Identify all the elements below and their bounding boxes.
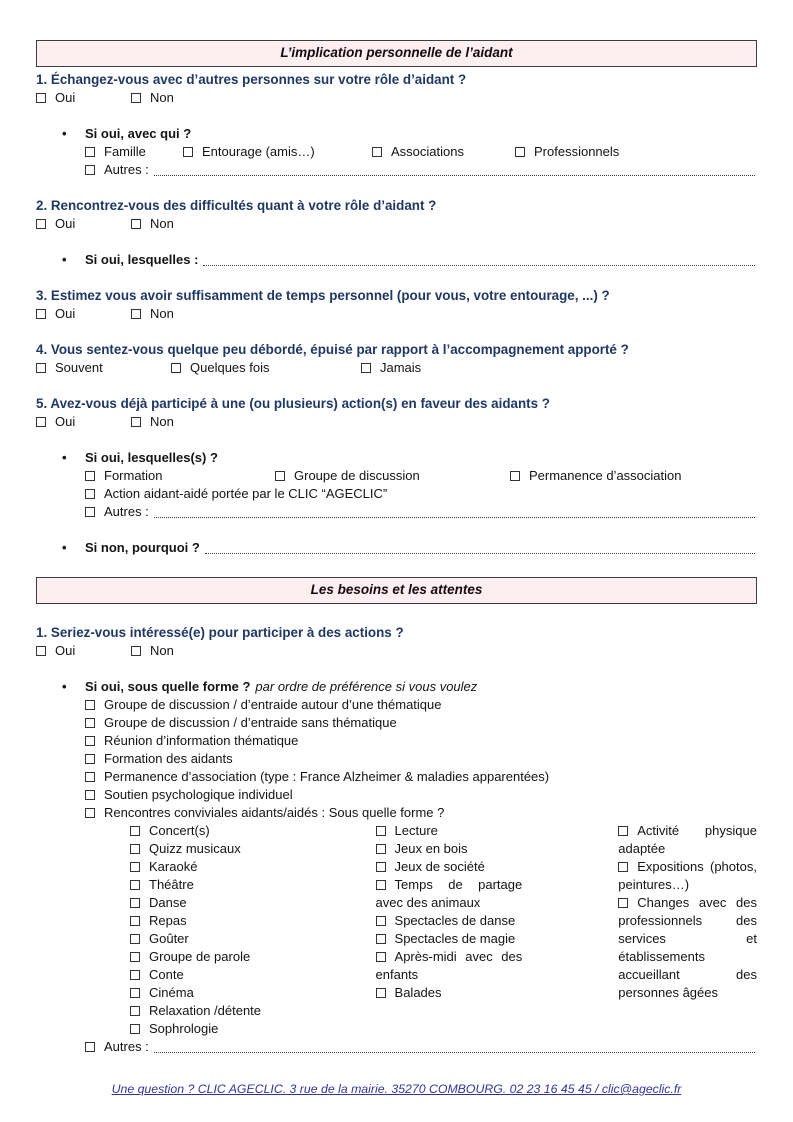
contact-text: Une question ? CLIC AGECLIC. 3 rue de la mairie. 35270 COMBOURG. 02 23 16 45 45 / clic@ageclic.fr	[111, 1082, 682, 1096]
option-label: Spectacles de danse	[394, 913, 516, 928]
option-label: Permanence d’association	[529, 468, 682, 483]
form-option-1	[85, 696, 757, 714]
checkbox[interactable]	[130, 1006, 140, 1016]
checkbox-non[interactable]	[131, 646, 141, 656]
option-label: Spectacles de magie	[394, 931, 516, 946]
s1-q5-oui-non-row	[36, 413, 757, 431]
option-autres	[85, 1038, 149, 1056]
option-label: Quelques fois	[190, 360, 270, 375]
s1-question-1: 1. Échangez-vous avec d’autres personnes sur votre rôle d’aidant ?	[36, 72, 467, 87]
bullet-icon: •	[62, 540, 67, 555]
option-label: Entourage (amis…)	[202, 144, 315, 159]
s2-q1-subquestion	[62, 678, 757, 696]
s1-q3-oui-non-row	[36, 305, 757, 323]
checkbox[interactable]	[85, 147, 95, 157]
checkbox[interactable]	[85, 700, 95, 710]
s1-q5-autres-line	[85, 503, 757, 521]
list-item	[376, 984, 523, 1002]
option-label: Non	[150, 306, 174, 321]
list-item	[130, 858, 376, 876]
checkbox[interactable]	[85, 790, 95, 800]
bullet-icon: •	[62, 126, 67, 141]
option-label: Famille	[104, 144, 146, 159]
list-item	[376, 876, 523, 912]
s1-question-4: 4. Vous sentez-vous quelque peu débordé, épuisé par rapport à l’accompagnement apporté ?	[36, 342, 629, 357]
option-label: Groupe de discussion / d’entraide sans thématique	[104, 715, 397, 730]
list-item	[376, 858, 523, 876]
checkbox[interactable]	[130, 862, 140, 872]
form-option-3	[85, 732, 757, 750]
option-label: Après-midi avec des enfants	[375, 949, 523, 982]
column-1	[130, 822, 376, 1038]
option-label: Cinéma	[149, 985, 194, 1000]
checkbox-oui[interactable]	[36, 219, 46, 229]
list-item	[130, 948, 376, 966]
list-item	[130, 894, 376, 912]
bullet-icon: •	[62, 450, 67, 465]
convivial-options-columns	[130, 822, 757, 1038]
checkbox[interactable]	[183, 147, 193, 157]
option-entourage	[183, 143, 372, 161]
subquestion-label: Si oui, avec qui ?	[85, 126, 192, 141]
option-label: Non	[150, 414, 174, 429]
option-quelques-fois	[171, 359, 361, 377]
option-label: Sophrologie	[149, 1021, 219, 1036]
option-autres	[85, 161, 149, 179]
checkbox[interactable]	[85, 736, 95, 746]
list-item	[130, 822, 376, 840]
option-label: Oui	[55, 306, 76, 321]
s1-q1-oui-non-row	[36, 89, 757, 107]
option-label: Jamais	[380, 360, 422, 375]
checkbox-oui[interactable]	[36, 417, 46, 427]
checkbox[interactable]	[618, 862, 628, 872]
option-label: Non	[150, 643, 174, 658]
checkbox[interactable]	[85, 718, 95, 728]
option-label: Activité physique adaptée	[618, 823, 757, 856]
option-label: Danse	[149, 895, 187, 910]
checkbox[interactable]	[376, 826, 386, 836]
autres-label: Autres :	[104, 162, 149, 177]
checkbox[interactable]	[275, 471, 285, 481]
option-label: Repas	[149, 913, 187, 928]
s1-question-2: 2. Rencontrez-vous des difficultés quant à votre rôle d’aidant ?	[36, 198, 437, 213]
section2-title: Les besoins et les attentes	[310, 582, 483, 597]
checkbox[interactable]	[376, 844, 386, 854]
s1-q5-subquestion-oui	[62, 449, 757, 467]
option-label: Souvent	[55, 360, 103, 375]
pourquoi-write-in-line[interactable]	[205, 539, 755, 554]
option-label: Oui	[55, 216, 76, 231]
option-autres	[85, 503, 149, 521]
checkbox-non[interactable]	[131, 417, 141, 427]
option-label: Théâtre	[149, 877, 194, 892]
list-item	[130, 876, 376, 894]
s2-question-1: 1. Seriez-vous intéressé(e) pour participer à des actions ?	[36, 625, 404, 640]
list-item	[130, 1020, 376, 1038]
option-label: Soutien psychologique individuel	[104, 787, 293, 802]
s1-q1-autres-line	[85, 161, 757, 179]
checkbox-non[interactable]	[131, 309, 141, 319]
list-item	[376, 822, 523, 840]
list-item	[130, 966, 376, 984]
checkbox[interactable]	[130, 826, 140, 836]
checkbox[interactable]	[36, 363, 46, 373]
list-item	[376, 912, 523, 930]
option-label: Balades	[394, 985, 442, 1000]
s1-q1-subquestion	[62, 125, 757, 143]
option-label: Goûter	[149, 931, 189, 946]
autres-write-in-line[interactable]	[154, 1038, 755, 1053]
option-label: Relaxation /détente	[149, 1003, 262, 1018]
checkbox-oui[interactable]	[36, 93, 46, 103]
option-jamais	[361, 359, 421, 377]
checkbox-non[interactable]	[131, 219, 141, 229]
option-label: Associations	[391, 144, 464, 159]
option-label: Quizz musicaux	[149, 841, 241, 856]
checkbox[interactable]	[130, 952, 140, 962]
option-label: Professionnels	[534, 144, 620, 159]
checkbox[interactable]	[85, 1042, 95, 1052]
column-2	[376, 822, 523, 1038]
option-non	[131, 305, 174, 323]
checkbox[interactable]	[85, 754, 95, 764]
checkbox[interactable]	[85, 808, 95, 818]
checkbox[interactable]	[376, 916, 386, 926]
section1-title-band	[36, 40, 757, 67]
subquestion-label: Si oui, lesquelles(s) ?	[85, 450, 218, 465]
checkbox[interactable]	[130, 988, 140, 998]
checkbox[interactable]	[618, 898, 628, 908]
autres-label: Autres :	[104, 504, 149, 519]
form-option-7	[85, 804, 757, 822]
option-souvent	[36, 359, 171, 377]
option-label: Groupe de parole	[149, 949, 251, 964]
option-label: Oui	[55, 90, 76, 105]
option-non	[131, 215, 174, 233]
checkbox[interactable]	[376, 952, 386, 962]
list-item	[376, 930, 523, 948]
subquestion-label: Si oui, lesquelles :	[85, 252, 199, 267]
checkbox[interactable]	[361, 363, 371, 373]
checkbox[interactable]	[85, 471, 95, 481]
checkbox[interactable]	[85, 772, 95, 782]
option-label: Expositions (photos, peintures…)	[618, 859, 757, 892]
option-label: Changes avec des professionnels des services et établissements accueillant des personnes âgées	[618, 895, 757, 1000]
option-groupe-discussion	[275, 467, 510, 485]
checkbox[interactable]	[130, 970, 140, 980]
subquestion-note: par ordre de préférence si vous voulez	[255, 679, 478, 694]
option-label: Réunion d’information thématique	[104, 733, 299, 748]
lesquelles-write-in-line[interactable]	[203, 251, 755, 266]
option-non	[131, 89, 174, 107]
option-label: Jeux de société	[394, 859, 485, 874]
bullet-icon: •	[62, 252, 67, 267]
s1-q2-subquestion	[62, 251, 757, 269]
list-item	[130, 984, 376, 1002]
subquestion-label: Si oui, sous quelle forme ?	[85, 679, 251, 694]
form-option-5	[85, 768, 757, 786]
s1-q2-oui-non-row	[36, 215, 757, 233]
form-option-6	[85, 786, 757, 804]
checkbox[interactable]	[376, 934, 386, 944]
s1-q5-options-row	[85, 467, 757, 485]
checkbox[interactable]	[171, 363, 181, 373]
column-3	[618, 822, 757, 1038]
option-label: Non	[150, 90, 174, 105]
option-oui	[36, 642, 131, 660]
option-associations	[372, 143, 515, 161]
checkbox[interactable]	[376, 862, 386, 872]
option-oui	[36, 305, 131, 323]
option-label: Oui	[55, 643, 76, 658]
option-label: Oui	[55, 414, 76, 429]
section2-title-band	[36, 577, 757, 604]
autres-label: Autres :	[104, 1039, 149, 1054]
list-item	[130, 840, 376, 858]
option-label: Rencontres conviviales aidants/aidés : Sous quelle forme ?	[104, 805, 445, 820]
checkbox[interactable]	[372, 147, 382, 157]
subquestion-label: Si non, pourquoi ?	[85, 540, 200, 555]
option-label: Temps de partage avec des animaux	[375, 877, 523, 910]
section1-title: L’implication personnelle de l’aidant	[280, 45, 513, 60]
list-item	[618, 822, 757, 858]
checkbox[interactable]	[130, 1024, 140, 1034]
checkbox[interactable]	[515, 147, 525, 157]
option-oui	[36, 89, 131, 107]
option-oui	[36, 413, 131, 431]
option-oui	[36, 215, 131, 233]
option-formation	[85, 467, 275, 485]
s1-question-3: 3. Estimez vous avoir suffisamment de temps personnel (pour vous, votre entourage, ...) ?	[36, 288, 610, 303]
list-item	[618, 858, 757, 894]
s2-autres-line	[85, 1038, 757, 1056]
option-label: Conte	[149, 967, 184, 982]
checkbox[interactable]	[618, 826, 628, 836]
footer-contact-line	[36, 1080, 757, 1098]
option-professionnels	[515, 143, 619, 161]
checkbox-non[interactable]	[131, 93, 141, 103]
checkbox[interactable]	[510, 471, 520, 481]
checkbox[interactable]	[85, 507, 95, 517]
form-option-4	[85, 750, 757, 768]
autres-write-in-line[interactable]	[154, 503, 755, 518]
checkbox[interactable]	[130, 898, 140, 908]
checkbox-oui[interactable]	[36, 646, 46, 656]
option-label: Groupe de discussion / d’entraide autour d’une thématique	[104, 697, 442, 712]
list-item	[130, 930, 376, 948]
checkbox-oui[interactable]	[36, 309, 46, 319]
option-label: Karaoké	[149, 859, 198, 874]
checkbox[interactable]	[130, 880, 140, 890]
checkbox[interactable]	[85, 489, 95, 499]
list-item	[130, 912, 376, 930]
checkbox[interactable]	[130, 934, 140, 944]
option-famille	[85, 143, 183, 161]
list-item	[618, 894, 757, 1002]
s1-q4-options-row	[36, 359, 757, 377]
s1-q1-options-row	[85, 143, 757, 161]
s1-q5-subquestion-non	[62, 539, 757, 557]
s1-question-5: 5. Avez-vous déjà participé à une (ou plusieurs) action(s) en faveur des aidants ?	[36, 396, 550, 411]
checkbox[interactable]	[376, 988, 386, 998]
option-action-clic	[85, 485, 757, 503]
option-label: Formation des aidants	[104, 751, 233, 766]
form-option-2	[85, 714, 757, 732]
list-item	[376, 840, 523, 858]
option-non	[131, 642, 174, 660]
option-label: Permanence d’association (type : France Alzheimer & maladies apparentées)	[104, 769, 550, 784]
option-label: Lecture	[394, 823, 438, 838]
option-label: Groupe de discussion	[294, 468, 420, 483]
option-permanence-association	[510, 467, 681, 485]
option-non	[131, 413, 174, 431]
checkbox[interactable]	[85, 165, 95, 175]
checkbox[interactable]	[376, 880, 386, 890]
option-label: Concert(s)	[149, 823, 210, 838]
autres-write-in-line[interactable]	[154, 161, 755, 176]
option-label: Action aidant-aidé portée par le CLIC “AGECLIC”	[104, 486, 388, 501]
checkbox[interactable]	[130, 916, 140, 926]
list-item	[130, 1002, 376, 1020]
list-item	[376, 948, 523, 984]
bullet-icon: •	[62, 679, 67, 694]
option-label: Formation	[104, 468, 163, 483]
s2-q1-oui-non-row	[36, 642, 757, 660]
option-label: Jeux en bois	[394, 841, 468, 856]
option-label: Non	[150, 216, 174, 231]
checkbox[interactable]	[130, 844, 140, 854]
